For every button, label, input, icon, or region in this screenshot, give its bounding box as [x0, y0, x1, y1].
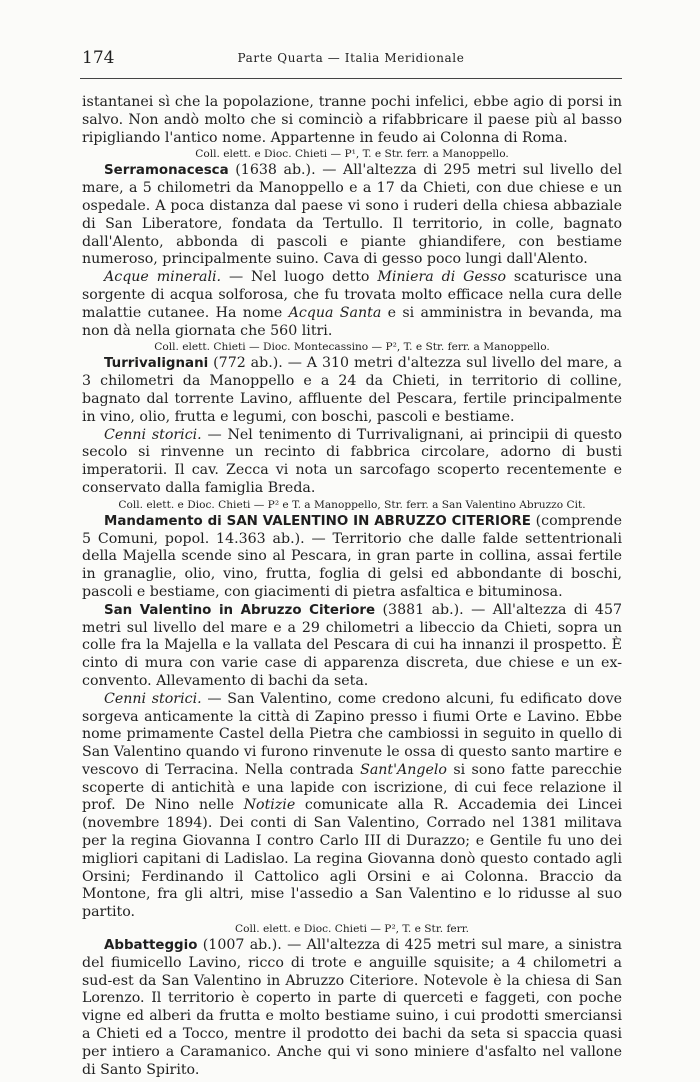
entry-text: (772 ab.). — A 310 metri d'altezza sul livello del mare, a 3 chilometri da Manoppello e a 24 da Chieti, in territorio di colline, bagnato dal torrente Lavino, affluente del Pescara, fertile principalmente in vino, olio, frutta e legumi, con boschi, pascoli e bestiame. [82, 355, 622, 425]
subsection-label: Acque minerali. [104, 269, 222, 286]
collegio-note: Coll. elett. Chieti — Dioc. Montecassino — P², T. e Str. ferr. a Manoppello. [154, 341, 550, 354]
entry-text: (1638 ab.). — All'altezza di 295 metri sul livello del mare, a 5 chilometri da Manoppello e a 17 da Chieti, con due chiese e un ospedale. A poca distanza dal paese vi sono i ruderi della chiesa abbaziale di San Liberatore, fondata da Tertullo. Il territorio, in colle, bagnato dall'Alento, abbonda di pascoli e piante ghiandifere, con bestiame numeroso, principalmente suino. Cava di gesso poco lungi dall'Alento. [82, 162, 622, 268]
subsection-cenni-storici [82, 691, 622, 922]
subsection-cenni-storici [82, 427, 622, 498]
entry-name: Turrivalignani [104, 356, 209, 372]
subsection-text: scaturisce una sorgente di acqua solforosa, che fu trovata molto efficace nella cura delle malattie cutanee. Ha nome [82, 269, 622, 321]
entry-text: (3881 ab.). — All'altezza di 457 metri sul livello del mare e a 29 chilometri a libeccio da Chieti, sopra un colle fra la Majella e la vallata del Pescara di cui ha innanzi il prospetto. È cinto di mura con varie case di apparenza discreta, due chiese e un ex-convento. Allevamento di bachi da seta. [82, 601, 622, 689]
italic-term: Notizie [243, 797, 296, 814]
entry-name: Abbatteggio [104, 938, 198, 954]
mandamento-prefix: Mandamento di [104, 513, 227, 529]
subsection-text: — Nel tenimento di Turrivalignani, ai principii di questo secolo si rinvenne un recinto di fabbrica circolare, adorno di busti imperatorii. Il cav. Zecca vi nota un sarcofago scoperto recentemente e conservato dalla famiglia Breda. [82, 426, 622, 496]
mandamento-name: SAN VALENTINO IN ABRUZZO CITERIORE [226, 513, 531, 529]
header-rule [80, 78, 622, 79]
italic-term: Sant'Angelo [360, 761, 447, 778]
subsection-text: comunicate alla R. Accademia dei Lincei (novembre 1894). Dei conti di San Valentino, Corrado nel 1381 militava per la regina Giovanna I contro Carlo III di Durazzo; e Gentile fu uno dei migliori capitani di Ladislao. La regina Giovanna donò questo contado agli Orsini; Ferdinando il Cattolico agli Orsini e ai Colonna. Braccio da Montone, fra gli altri, mise l'assedio a San Valentino e lo ridusse al suo partito. [82, 797, 623, 921]
collegio-note: Coll. elett. e Dioc. Chieti — P² e T. a Manoppello, Str. ferr. a San Valentino Abruzzo Cit. [118, 498, 586, 511]
subsection-acque-minerali [82, 269, 622, 340]
entry-san-valentino [82, 602, 622, 691]
entry-turrivalignani [82, 355, 622, 426]
entry-abbateggio [82, 937, 622, 1079]
page-number: 174 [82, 48, 115, 68]
subsection-label: Cenni storici. [104, 690, 202, 707]
subsection-text: — San Valentino, come credono alcuni, fu edificato dove sorgeva anticamente la città di Zapino presso i fiumi Orte e Lavino. Ebbe nome primamente Castel della Pietra che cambiossi in seguito in quello di San Valentino quando vi furono rinvenute le ossa di questo santo martire e vescovo di Terracina. Nella contrada [82, 690, 622, 778]
collegio-note: Coll. elett. e Dioc. Chieti — P², T. e Str. ferr. [235, 923, 469, 936]
italic-term: Miniera di Gesso [377, 269, 506, 286]
entry-serramonacesca [82, 162, 622, 269]
italic-term: Acqua Santa [288, 304, 382, 321]
page-header [82, 48, 620, 70]
entry-text: (1007 ab.). — All'altezza di 425 metri sul mare, a sinistra del fiumicello Lavino, ricco di trote e anguille squisite; a 4 chilometri a sud-est da San Valentino in Abruzzo Citeriore. Notevole è la chiesa di San Lorenzo. Il territorio è coperto in parte di querceti e faggeti, con poche vigne ed alberi da frutta e molto bestiame suino, i cui prodotti smerciansi a Chieti ed a Tocco, mentre il prodotto dei bachi da seta si spaccia quasi per intiero a Caramanico. Anche qui vi sono miniere d'asfalto nel vallone di Santo Spirito. [82, 937, 622, 1078]
entry-name: San Valentino in Abruzzo Citeriore [104, 602, 376, 618]
entry-text: (comprende 5 Comuni, popol. 14.363 ab.). — Territorio che dalle falde settentrionali della Majella scende sino al Pescara, in gran parte in collina, assai fertile in granaglie, olio, vino, frutta, foglia di gelsi ed abbondante di boschi, pascoli e bestiame, con giacimenti di pietra asfaltica e bituminosa. [82, 512, 622, 600]
page-body [82, 94, 622, 1079]
running-title: Parte Quarta — Italia Meridionale [237, 51, 465, 65]
intro-paragraph: istantanei sì che la popolazione, tranne pochi infelici, ebbe agio di porsi in salvo. Non andò molto che si cominciò a rifabbricare il paese più al basso ripigliando l'antico nome. Appartenne in feudo ai Colonna di Roma. [82, 94, 622, 146]
subsection-label: Cenni storici. [104, 426, 202, 443]
entry-name: Serramonacesca [104, 163, 229, 179]
entry-mandamento [82, 513, 622, 602]
subsection-text: si sono fatte parecchie scoperte di antichità e una lapide con iscrizione, di cui fece relazione il prof. De Nino nelle [82, 761, 622, 814]
subsection-text: e si amministra in bevanda, ma non dà nella giornata che 560 litri. [82, 304, 623, 339]
subsection-text: — Nel luogo detto [221, 269, 378, 286]
collegio-note-roccamontepiano: Coll. elett. e Dioc. Chieti — P¹, T. e Str. ferr. a Manoppello. [195, 148, 509, 161]
